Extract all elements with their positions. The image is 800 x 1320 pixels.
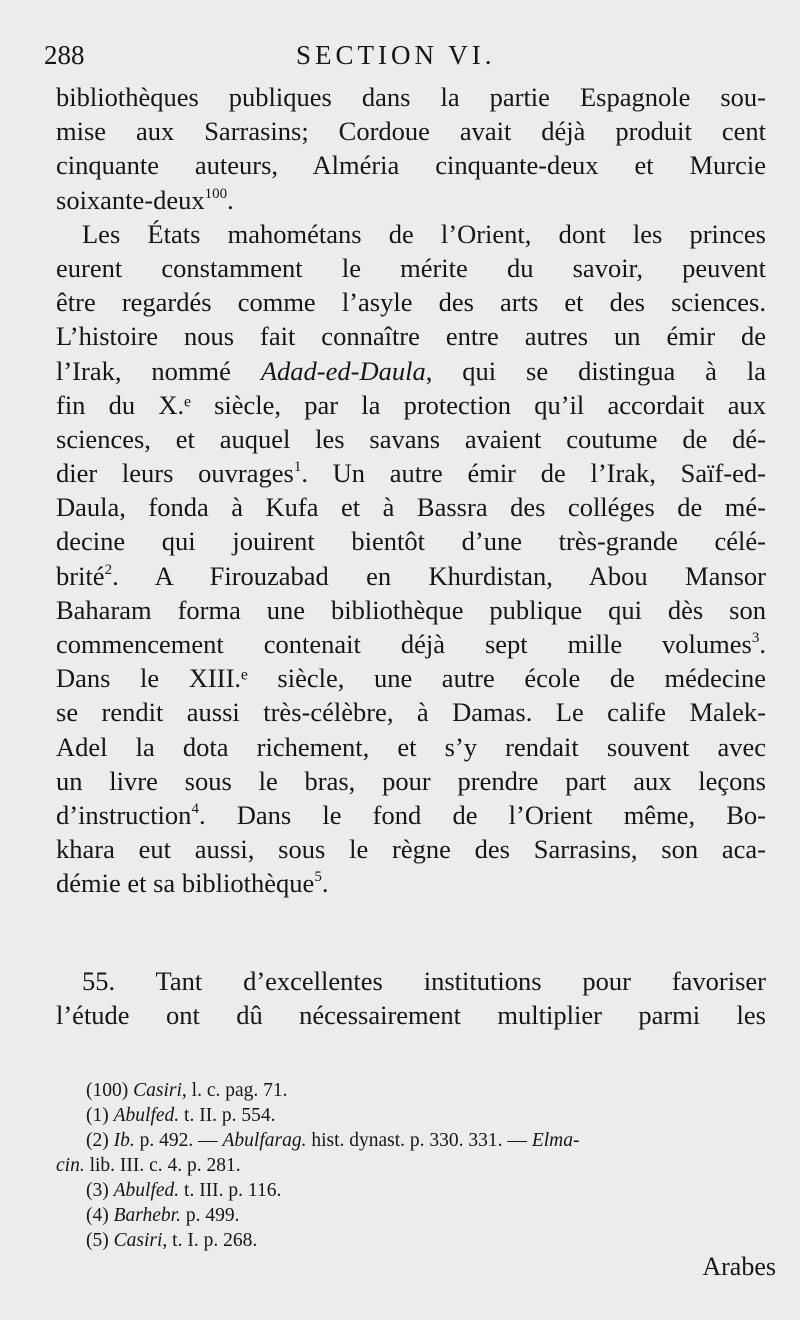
footnote — [86, 1103, 776, 1128]
text-line — [56, 695, 766, 729]
footnote — [56, 1153, 776, 1178]
footnote-source: Casiri — [113, 1230, 163, 1251]
line-text: Dans le XIII.ᵉ siècle, une autre école de médecine — [56, 663, 766, 694]
text-line — [56, 998, 766, 1032]
line-content — [56, 730, 766, 764]
footnote — [86, 1228, 776, 1253]
footnote — [86, 1078, 776, 1103]
line-text: . Dans le fond de l’Orient même, Bo- — [198, 799, 766, 830]
text-line — [56, 866, 766, 900]
footnote-mark: (2) — [86, 1130, 109, 1151]
footnote-source: Ib. — [113, 1130, 135, 1151]
page-header — [44, 36, 764, 80]
italic-name: Adad-ed-Daula — [260, 355, 426, 386]
footnote-source: cin. — [56, 1155, 85, 1176]
line-text: bibliothèques publiques dans la partie Espagnole sou- — [56, 82, 766, 112]
line-text: un livre sous le bras, pour prendre part aux leçons — [56, 765, 766, 796]
text-line — [56, 764, 766, 798]
footnote-text: t. II. p. 554. — [179, 1105, 276, 1126]
text-line — [56, 285, 766, 319]
line-text: l’Irak, nommé — [56, 355, 261, 386]
line-text: decine qui jouirent bientôt d’une très-grande célé- — [56, 526, 766, 557]
line-content — [56, 148, 766, 182]
text-line — [56, 832, 766, 866]
line-text: fin du X.ᵉ siècle, par la protection qu’il accordait aux — [56, 389, 766, 420]
line-text: . — [321, 868, 329, 899]
footnote-text: , l. c. pag. 71. — [181, 1080, 288, 1101]
line-text: démie et sa bibliothèque — [56, 868, 315, 899]
text-line — [56, 114, 766, 148]
line-text: , qui se distingua à la — [425, 355, 766, 386]
footnote-text: p. 499. — [180, 1205, 240, 1226]
line-text: Baharam forma une bibliothèque publique qui dès son — [56, 594, 766, 625]
line-content — [56, 422, 766, 456]
line-content — [56, 998, 766, 1032]
footnote-text: lib. III. c. 4. p. 281. — [84, 1155, 241, 1176]
line-text: . — [759, 629, 766, 659]
text-line — [56, 183, 766, 217]
line-content — [56, 593, 766, 627]
footnote-mark: (1) — [86, 1105, 109, 1126]
text-line — [56, 217, 766, 251]
line-content — [56, 559, 766, 593]
line-content — [56, 456, 766, 490]
line-content — [56, 80, 766, 114]
text-line — [56, 559, 766, 593]
text-line — [56, 388, 766, 422]
line-text: eurent constamment le mérite du savoir, peuvent — [56, 252, 766, 283]
line-text: Les États mahométans de l’Orient, dont les princes — [82, 218, 766, 249]
text-line — [56, 354, 766, 388]
line-text: mise aux Sarrasins; Cordoue avait déjà produit cent — [56, 116, 766, 147]
footnote — [86, 1203, 776, 1228]
line-text: se rendit aussi très-célèbre, à Damas. Le calife Malek- — [56, 697, 766, 728]
footnote-source: Abulfarag. — [222, 1130, 307, 1151]
line-content — [56, 695, 766, 729]
line-text: khara eut aussi, sous le règne des Sarrasins, son aca- — [56, 834, 766, 865]
footnote-ref: 100 — [204, 185, 228, 202]
text-line — [56, 251, 766, 285]
text-line — [56, 490, 766, 524]
text-line — [56, 148, 766, 182]
footnote-ref: 3 — [751, 630, 760, 646]
line-content — [56, 798, 766, 832]
footnote-source: Casiri — [133, 1080, 182, 1101]
footnote-source: Abulfed. — [113, 1180, 180, 1201]
text-line — [56, 964, 766, 998]
line-content — [56, 388, 766, 422]
text-line — [56, 593, 766, 627]
line-content — [56, 354, 766, 388]
line-text: brité — [56, 560, 105, 591]
line-content — [56, 524, 766, 558]
footnote-ref: 2 — [104, 561, 113, 578]
text-line — [56, 319, 766, 353]
footnote-ref: 1 — [293, 459, 302, 476]
footnote-mark: (100) — [86, 1080, 129, 1101]
text-line — [56, 524, 766, 558]
line-text: l’étude ont dû nécessairement multiplier parmi les — [56, 1000, 766, 1031]
line-text: sciences, et auquel les savans avaient coutume de dé- — [56, 423, 766, 454]
footnote-text: p. 492. — — [134, 1130, 223, 1151]
footnote-mark: (3) — [86, 1180, 109, 1201]
line-content — [56, 183, 234, 217]
line-content — [82, 964, 766, 998]
line-text: d’instruction — [56, 799, 192, 830]
footnote — [86, 1128, 776, 1153]
line-text: être regardés comme l’asyle des arts et des sciences. — [56, 287, 766, 318]
line-content — [56, 832, 766, 866]
footnote-source: Barhebr. — [113, 1205, 181, 1226]
text-line — [56, 798, 766, 832]
line-text: commencement contenait déjà sept mille volumes — [56, 629, 752, 659]
line-text: dier leurs ouvrages — [56, 458, 294, 489]
running-head: SECTION VI. — [296, 40, 496, 70]
line-content — [56, 661, 766, 695]
section-55-paragraph — [56, 964, 766, 1032]
text-line — [56, 80, 766, 114]
line-content — [56, 866, 328, 900]
text-line — [56, 627, 766, 661]
text-line — [56, 422, 766, 456]
page-number: 288 — [44, 40, 85, 70]
footnotes — [56, 1078, 776, 1253]
line-text: cinquante auteurs, Alméria cinquante-deux et Murcie — [56, 150, 766, 181]
footnote-ref: 4 — [191, 800, 199, 817]
line-text: L’histoire nous fait connaître entre autres un émir de — [56, 321, 766, 352]
line-content — [56, 114, 766, 148]
footnote-source: Elma- — [531, 1130, 580, 1151]
line-content — [56, 285, 766, 319]
catchword: Arabes — [702, 1252, 776, 1281]
line-text: Daula, fonda à Kufa et à Bassra des colléges de mé- — [56, 492, 766, 523]
line-text: . Un autre émir de l’Irak, Saïf-ed- — [301, 458, 766, 489]
main-text-block — [56, 80, 766, 901]
footnote — [86, 1178, 776, 1203]
text-line — [56, 456, 766, 490]
text-line — [56, 661, 766, 695]
line-text: 55. Tant d’excellentes institutions pour favoriser — [82, 966, 766, 996]
line-content — [56, 490, 766, 524]
text-line — [56, 730, 766, 764]
footnote-ref: 5 — [314, 869, 322, 886]
line-text: . — [227, 184, 234, 215]
line-text: Adel la dota richement, et s’y rendait souvent avec — [56, 731, 766, 762]
line-content — [56, 251, 766, 285]
footnote-source: Abulfed. — [113, 1105, 180, 1126]
line-content — [56, 319, 766, 353]
footnote-text: hist. dynast. p. 330. 331. — — [306, 1130, 532, 1151]
footnote-mark: (4) — [86, 1205, 109, 1226]
line-text: . A Firouzabad en Khurdistan, Abou Mansor — [112, 560, 766, 591]
line-content — [82, 217, 766, 251]
footnote-text: t. III. p. 116. — [179, 1180, 282, 1201]
line-text: soixante-deux — [56, 184, 205, 215]
footnote-mark: (5) — [86, 1230, 109, 1251]
line-content — [56, 627, 766, 661]
line-content — [56, 764, 766, 798]
footnote-text: , t. I. p. 268. — [162, 1230, 258, 1251]
